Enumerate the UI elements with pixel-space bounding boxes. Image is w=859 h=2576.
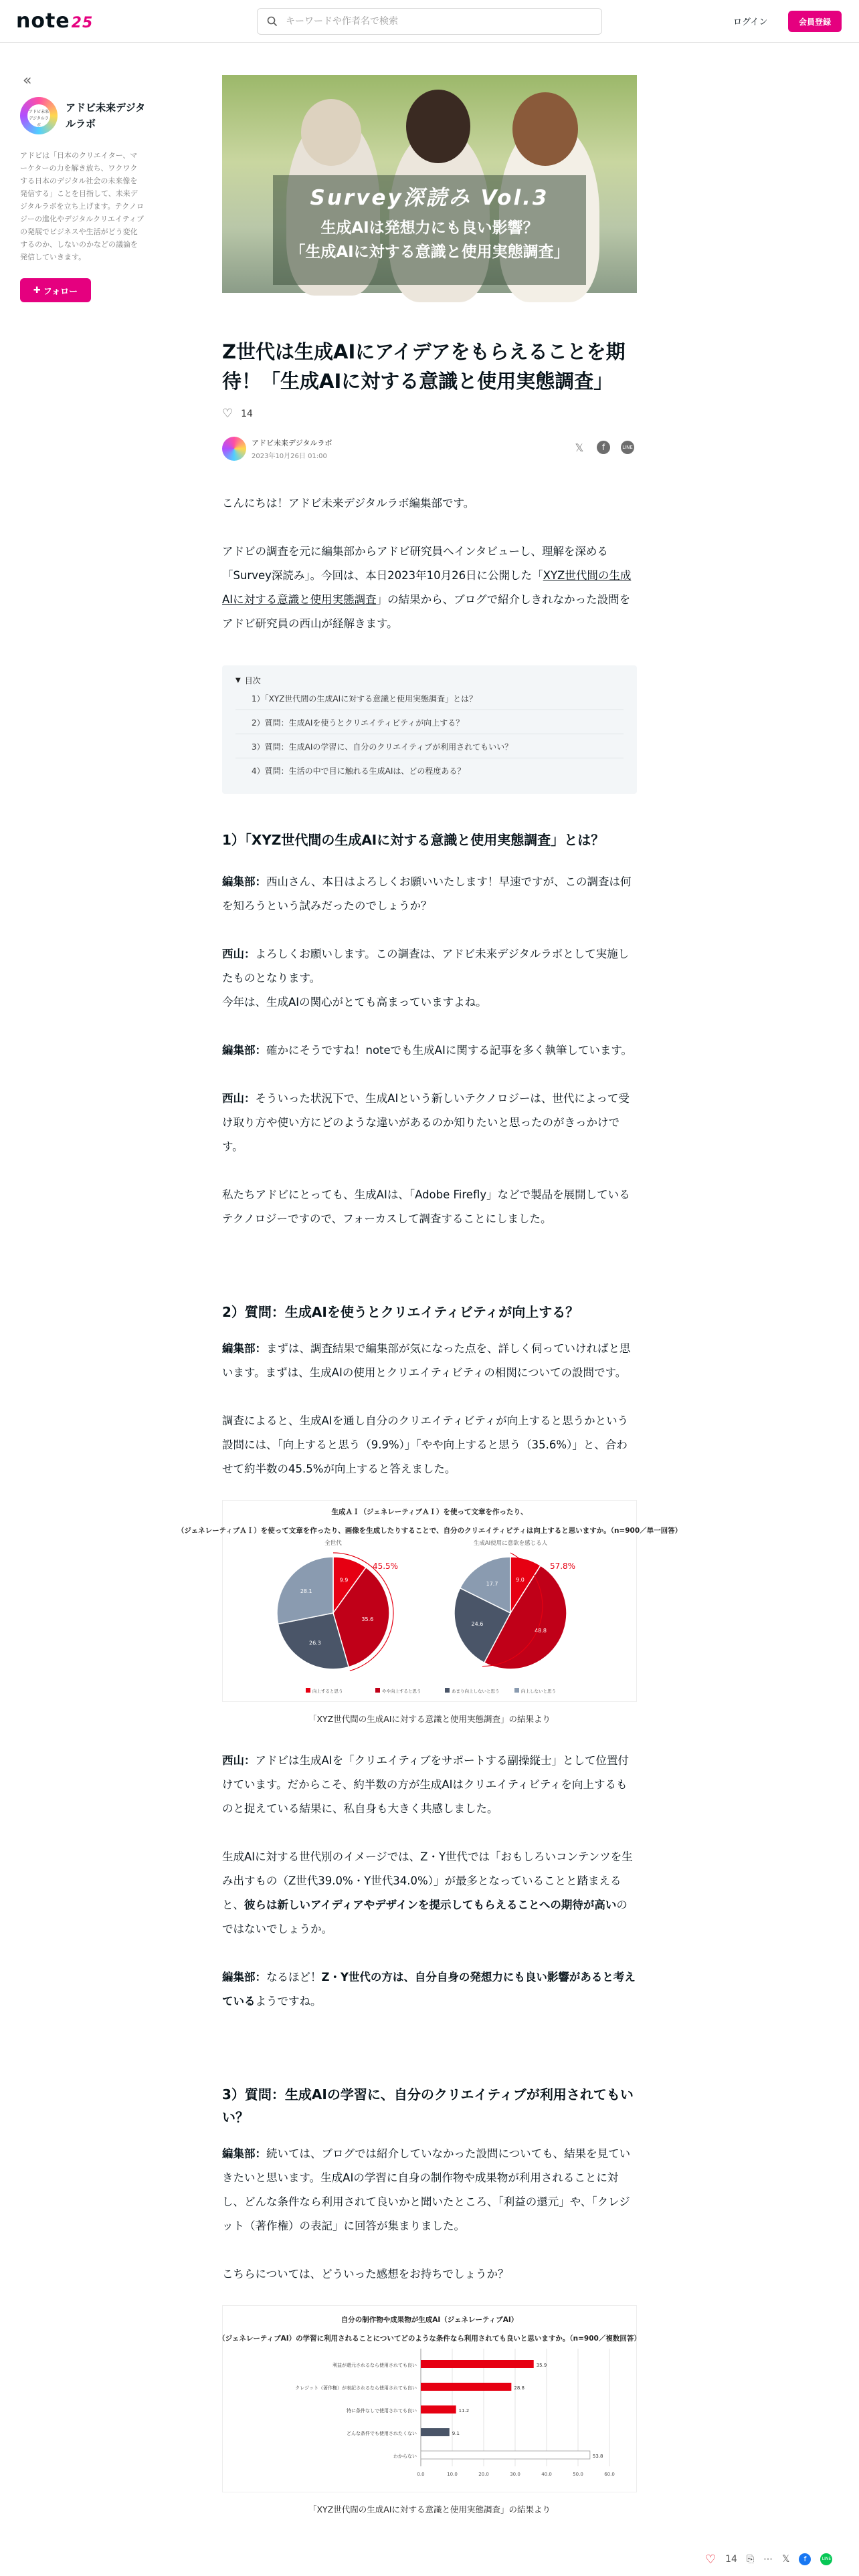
- signup-button[interactable]: 会員登録: [788, 11, 842, 32]
- dialogue-paragraph: 西山：そういった状況下で、生成AIという新しいテクノロジーは、世代によって受け取り方や使い方にどのような違いがあるのか知りたいと思ったのがきっかけです。: [222, 1092, 630, 1153]
- bar-value-label: 35.9: [536, 2363, 547, 2368]
- dialogue-paragraph: 編集部：まずは、調査結果で編集部が気になった点を、詳しく伺っていければと思います。まずは、生成AIの使用とクリエイティビティの相関についての設問です。: [222, 1342, 631, 1379]
- creator-name[interactable]: アドビ未来デジタルラボ: [66, 102, 146, 130]
- dialogue-paragraph: 西山：アドビは生成AIを「クリエイティブをサポートする副操縦士」として位置付けています。だからこそ、約半数の方が生成AIはクリエイティビティを向上するものと捉えている結果に、私自身も大きく共感しました。: [222, 1754, 630, 1815]
- figure-caption: 「XYZ世代間の生成AIに対する意識と使用実態調査」の結果より: [308, 2504, 551, 2514]
- bookmark-icon[interactable]: ⎘: [746, 2554, 755, 2565]
- bar: [421, 2451, 590, 2459]
- pie-chart-figure: [177, 1500, 682, 1702]
- search-icon: [267, 16, 278, 27]
- hero-person-left-head: [301, 99, 361, 166]
- hero-series-title: Survey深読み Vol.3: [310, 186, 549, 210]
- author-meta: [252, 437, 332, 460]
- legend-swatch: [306, 1688, 310, 1693]
- toc-item[interactable]: 1）「XYZ世代間の生成AIに対する意識と使用実態調査」とは？: [235, 686, 624, 710]
- pie-subtitle: 全世代: [324, 1540, 342, 1547]
- search-input[interactable]: [286, 16, 580, 27]
- hero-image: [222, 75, 637, 293]
- add-user-icon: ✚: [33, 285, 41, 296]
- legend-label: 向上しないと思う: [521, 1689, 556, 1694]
- legend-swatch: [514, 1688, 519, 1693]
- floating-action-bar: [705, 2549, 852, 2569]
- collapse-sidebar-icon[interactable]: «: [23, 72, 32, 89]
- chart-legend: [306, 1688, 556, 1694]
- bar: [421, 2360, 534, 2368]
- pie-slice-label: 17.7: [486, 1580, 498, 1587]
- category-label: 特に条件なしで使用されても良い: [347, 2408, 417, 2413]
- intro-paragraph-2: アドビの調査を元に編集部からアドビ研究員へインタビューし、理解を深める「Survey深読み」。今回は、本日2023年10月26日に公開した「XYZ世代間の生成AIに対する意識と使用実態調査」の結果から、ブログで紹介しきれなかった設問をアドビ研究員の西山が経解きます。: [222, 545, 632, 630]
- top-header: [0, 0, 859, 43]
- figure-caption: 「XYZ世代間の生成AIに対する意識と使用実態調査」の結果より: [308, 1714, 551, 1724]
- section-heading-2: 2）質問：生成AIを使うとクリエイティビティが向上する？: [222, 1304, 579, 1320]
- pie-slice-label: 24.6: [471, 1621, 484, 1628]
- bar-value-label: 28.8: [514, 2385, 524, 2391]
- dialogue-paragraph: 編集部：確かにそうですね！noteでも生成AIに関する記事を多く執筆しています。: [222, 1044, 633, 1057]
- bar: [421, 2383, 511, 2391]
- dialogue-paragraph: 編集部：なるほど！Z・Y世代の方は、自分自身の発想力にも良い影響があると考えているようですね。: [222, 1971, 636, 2008]
- bar-value-label: 53.8: [592, 2454, 603, 2459]
- survey-link[interactable]: XYZ世代間の生成AIに対する意識と使用実態調査: [222, 569, 632, 606]
- dialogue-paragraph: 編集部：西山さん、本日はよろしくお願いいたします！早速ですが、この調査は何を知ろうという試みだったのでしょうか？: [222, 875, 632, 912]
- author-row: [222, 435, 637, 462]
- table-of-contents: [222, 665, 637, 794]
- section-heading-3: 3）質問：生成AIの学習に、自分のクリエイティブが利用されてもいい？: [222, 2086, 634, 2125]
- share-buttons: [573, 441, 634, 454]
- legend-label: 向上すると思う: [312, 1689, 343, 1694]
- bar-chart-body: [295, 2349, 615, 2477]
- pie-slice-label: 28.1: [300, 1588, 312, 1594]
- pie-chart: [177, 1501, 682, 1701]
- dialogue-paragraph: 私たちアドビにとっても、生成AIは、「Adobe Firefly」などで製品を展開しているテクノロジーですので、フォーカスして調査することにしました。: [222, 1188, 630, 1225]
- pie-slice-label: 35.6: [361, 1616, 374, 1622]
- more-icon[interactable]: ⋯: [763, 2554, 773, 2565]
- x-tick-label: 10.0: [447, 2472, 458, 2477]
- pie-slice-label: 26.3: [308, 1640, 321, 1646]
- caret-down-icon: ▼: [235, 677, 241, 684]
- pie-annotation: 45.5%: [372, 1562, 399, 1571]
- pie-slice-label: 48.8: [535, 1628, 547, 1634]
- article-main: [177, 75, 682, 2515]
- facebook-share-icon[interactable]: f: [799, 2553, 811, 2565]
- creator-description: アドビは「日本のクリエイター、マーケターの力を解き放ち、ワクワクする日本のデジタル社会の未来像を発信する」ことを目指して、未来デジタルラボを立ち上げます。テクノロジーの進化やデジタルクリエイティブの発展でビジネスや生活がどう変化するのか、しないのかなどの議論を発信していきます。: [20, 151, 145, 261]
- toc-item[interactable]: 3）質問：生成AIの学習に、自分のクリエイティブが利用されてもいい？: [235, 734, 624, 758]
- legend-swatch: [445, 1688, 450, 1693]
- bar-chart: [218, 2306, 641, 2492]
- hero-headline: 生成AIは発想力にも良い影響？: [320, 219, 539, 237]
- dialogue-paragraph: 調査によると、生成AIを通し自分のクリエイティビティが向上すると思うかという設問には、「向上すると思う（9.9%）」「やや向上すると思う（35.6%）」と、合わせて約半数の45.5%が向上すると答えました。: [222, 1414, 629, 1475]
- author-name[interactable]: アドビ未来デジタルラボ: [252, 439, 332, 447]
- x-tick-label: 40.0: [541, 2472, 552, 2477]
- pie-ai-motivated: [454, 1539, 575, 1669]
- heart-icon[interactable]: ♡: [705, 2552, 717, 2567]
- bar-value-label: 9.1: [452, 2431, 460, 2436]
- legend-swatch: [375, 1688, 380, 1693]
- bar-chart-figure: [218, 2305, 641, 2492]
- hero-person-center-head: [406, 90, 470, 163]
- author-avatar[interactable]: [222, 437, 246, 461]
- line-share-icon[interactable]: LINE: [820, 2553, 832, 2565]
- toc-item[interactable]: 4）質問：生活の中で目に触れる生成AIは、どの程度ある？: [252, 766, 466, 776]
- toc-item[interactable]: 2）質問：生成AIを使うとクリエイティビティが向上する？: [235, 710, 624, 734]
- floating-like-count: 14: [725, 2554, 737, 2565]
- x-tick-label: 20.0: [478, 2472, 489, 2477]
- section-heading-1: 1）「XYZ世代間の生成AIに対する意識と使用実態調査」とは？: [222, 832, 605, 848]
- facebook-share-icon[interactable]: f: [597, 441, 610, 454]
- dialogue-paragraph: こちらについては、どういった感想をお持ちでしょうか？: [222, 2268, 509, 2280]
- like-counter[interactable]: ♡ 14: [222, 407, 253, 421]
- creator-sidebar: [20, 72, 151, 302]
- legend-label: あまり向上しないと思う: [452, 1689, 500, 1694]
- pie-subtitle: 生成AI使用に意欲を感じる人: [473, 1540, 548, 1547]
- dialogue-paragraph: 生成AIに対する世代別のイメージでは、Z・Y世代では「おもしろいコンテンツを生み出すもの（Z世代39.0%・Y世代34.0%）」が最多となっていることと踏まえると、彼らは新しいアイディアやデザインを提示してもらえることへの期待が高いのではないでしょうか。: [222, 1850, 633, 1935]
- x-tick-label: 50.0: [573, 2472, 583, 2477]
- chart-title-line: 生成ＡＩ（ジェネレーティブＡＩ）を使って文章を作ったり、: [331, 1508, 528, 1516]
- article-title: Z世代は生成AIにアイデアをもらえることを期待！「生成AIに対する意識と使用実態調査」: [222, 340, 626, 393]
- note-logo[interactable]: note25: [16, 9, 94, 33]
- creator-profile[interactable]: [20, 97, 151, 134]
- chart-title-line: （ジェネレーティブAI）の学習に利用されることについてどのような条件なら利用されても良いと思いますか。（n=900／複数回答）: [218, 2335, 641, 2343]
- follow-button[interactable]: ✚ フォロー: [20, 278, 91, 302]
- x-tick-label: 0.0: [417, 2472, 425, 2477]
- bar-value-label: 11.2: [458, 2408, 470, 2413]
- pie-slice-label: 9.0: [516, 1576, 524, 1583]
- chart-title-line: （ジェネレーティブＡＩ）を使って文章を作ったり、画像を生成したりすることで、自分のクリエイティビティは向上すると思いますか。（n=900／単一回答）: [177, 1527, 682, 1535]
- category-label: クレジット（著作権）が表記されるなら使用されても良い: [295, 2385, 417, 2391]
- intro-paragraph: こんにちは！アドビ未来デジタルラボ編集部です。: [222, 497, 475, 510]
- category-label: わからない: [393, 2454, 417, 2459]
- hero-subheadline: 「生成AIに対する意識と使用実態調査」: [290, 243, 569, 261]
- x-share-icon[interactable]: 𝕏: [782, 2554, 790, 2565]
- category-label: どんな条件でも使用されたくない: [347, 2431, 417, 2436]
- legend-label: やや向上すると思う: [382, 1689, 421, 1694]
- login-link[interactable]: ログイン: [733, 17, 768, 27]
- x-tick-label: 60.0: [604, 2472, 615, 2477]
- toc-toggle[interactable]: ▼ 目次: [235, 676, 261, 685]
- bar: [421, 2405, 456, 2413]
- x-share-icon[interactable]: 𝕏: [575, 441, 584, 454]
- hero-person-right-head: [512, 92, 578, 166]
- dialogue-paragraph: 西山：よろしくお願いします。この調査は、アドビ未来デジタルラボとして実施したものとなります。 今年は、生成AIの関心がとても高まっていますよね。: [222, 948, 630, 1008]
- x-tick-label: 30.0: [510, 2472, 520, 2477]
- creator-avatar[interactable]: アドビ未来デジタルラボ: [20, 97, 58, 134]
- chart-title-line: 自分の制作物や成果物が生成AI（ジェネレーティブAI）: [341, 2316, 518, 2324]
- pie-slice-label: 9.9: [339, 1577, 349, 1584]
- line-share-icon[interactable]: LINE: [621, 441, 634, 454]
- bar: [421, 2428, 450, 2436]
- publish-date: 2023年10月26日 01:00: [252, 453, 327, 460]
- dialogue-paragraph: 編集部：続いては、ブログでは紹介していなかった設問についても、結果を見ていきたいと思います。生成AIの学習に自身の制作物や成果物が利用されることに対し、どんな条件なら利用されて良いかと聞いたところ、「利益の還元」や、「クレジット（著作権）の表記」に回答が集まりました。: [222, 2147, 631, 2232]
- pie-annotation: 57.8%: [549, 1562, 576, 1571]
- category-label: 利益が還元されるなら使用されても良い: [332, 2363, 417, 2368]
- heart-icon[interactable]: ♡: [222, 407, 233, 421]
- pie-all-generations: [277, 1539, 398, 1671]
- search-box[interactable]: [257, 8, 602, 35]
